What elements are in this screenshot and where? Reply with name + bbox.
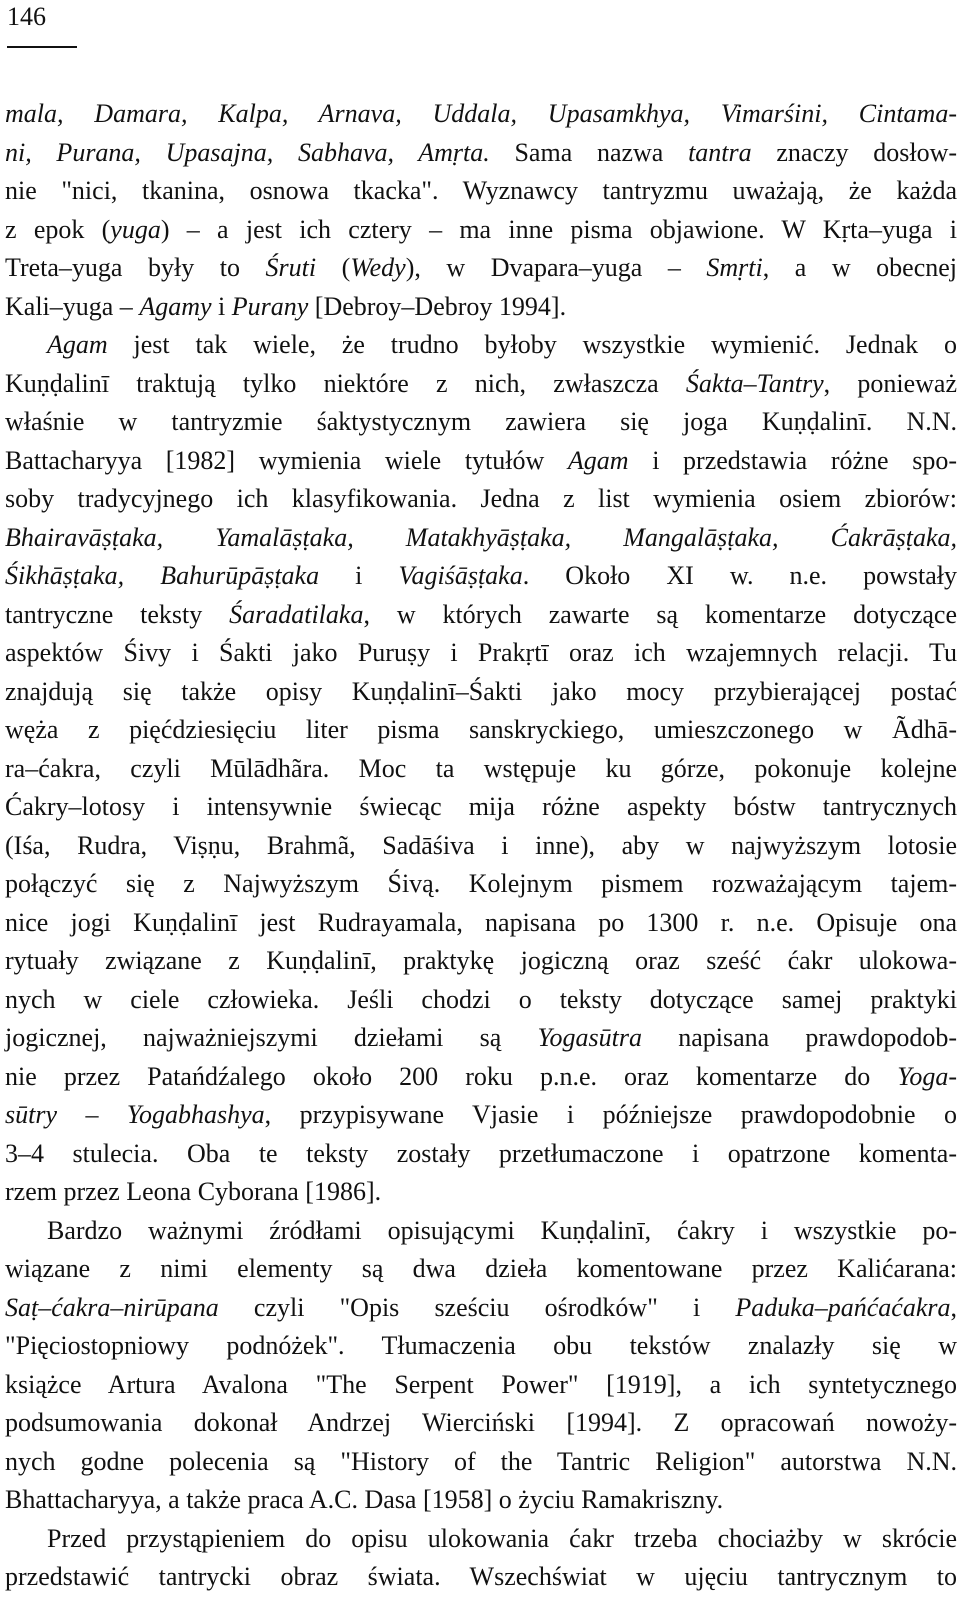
page-number: 146: [7, 2, 46, 31]
text-run: nie przez Patańdźalego około 200 roku p.n.e. oraz komentarze do: [5, 1061, 898, 1091]
text-line: [5, 288, 957, 327]
text-run: Przed przystąpieniem do opisu ulokowania ćakr trzeba chociażby w skrócie: [47, 1523, 957, 1553]
italic-text: Bhairavāṣṭaka, Yamalāṣṭaka, Matakhyāṣṭaka, Mangalāṣṭaka, Ćakrāṣṭaka,: [5, 522, 957, 552]
text-run: [Debroy–Debroy 1994].: [308, 291, 567, 321]
italic-text: Agam: [567, 445, 629, 475]
italic-text: ni, Purana, Upasajna, Sabhava, Amṛta.: [5, 137, 490, 167]
text-run: soby tradycyjnego ich klasyfikowania. Jedna z list wymienia osiem zbiorów:: [5, 484, 957, 513]
text-line: [5, 403, 957, 442]
text-line: [5, 1250, 957, 1289]
text-run: , a w obecnej: [762, 253, 957, 282]
text-line: [5, 95, 957, 134]
text-run: , ponieważ: [823, 368, 957, 398]
text-line: [5, 634, 957, 673]
text-run: jest tak wiele, że trudno byłoby wszystkie wymienić. Jednak o: [107, 330, 957, 359]
body-text: [5, 95, 957, 1597]
text-line: [5, 557, 957, 596]
text-run: nych w ciele człowieka. Jeśli chodzi o teksty dotyczące samej praktyki: [5, 984, 957, 1014]
italic-text: Yogasūtra: [537, 1023, 642, 1052]
text-line: [5, 942, 957, 981]
italic-text: Agamy: [139, 291, 212, 321]
text-run: rzem przez Leona Cyborana [1986].: [5, 1177, 382, 1206]
text-run: znaczy dosłow-: [751, 137, 957, 167]
text-line: [5, 1289, 957, 1328]
text-line: [5, 673, 957, 712]
text-line: [5, 480, 957, 519]
text-run: (: [316, 253, 351, 282]
text-line: [5, 442, 957, 481]
text-line: [5, 1173, 957, 1212]
text-run: i przedstawia różne spo-: [628, 445, 957, 475]
text-line: [5, 1404, 957, 1443]
text-line: [5, 1558, 957, 1597]
italic-text: Paduka–pańćaćakra: [735, 1292, 951, 1322]
text-line: [5, 1019, 957, 1058]
text-run: Kali–yuga –: [5, 291, 140, 321]
text-run: 3–4 stulecia. Oba te teksty zostały przetłumaczone i opatrzone komenta-: [5, 1138, 957, 1168]
text-run: przedstawić tantrycki obraz świata. Wszechświat w ujęciu tantrycznym to: [5, 1562, 957, 1591]
text-line: [5, 865, 957, 904]
text-line: [5, 326, 957, 365]
italic-text: Śruti: [265, 253, 317, 282]
text-run: ) – a jest ich cztery – ma inne pisma objawione. W Kṛta–yuga i: [160, 214, 957, 244]
text-run: Treta–yuga były to: [5, 253, 266, 282]
header-rule: [7, 46, 77, 48]
text-run: ra–ćakra, czyli Mūlādhãra. Moc ta wstępuje ku górze, pokonuje kolejne: [5, 753, 957, 783]
text-line: [5, 1443, 957, 1482]
text-line: [5, 1135, 957, 1174]
text-line: [5, 827, 957, 866]
text-run: Battacharyya [1982] wymienia wiele tytułów: [5, 445, 568, 475]
text-run: Bardzo ważnymi źródłami opisującymi Kuṇḍalinī, ćakry i wszystkie po-: [47, 1215, 957, 1245]
italic-text: Agam: [47, 330, 108, 359]
text-run: tantryczne teksty: [5, 599, 230, 629]
text-line: [5, 904, 957, 943]
text-line: [5, 596, 957, 635]
italic-text: Smṛti: [706, 253, 763, 282]
text-run: , w których zawarte są komentarze dotyczące: [363, 599, 957, 629]
text-line: [5, 134, 957, 173]
text-line: [5, 211, 957, 250]
text-line: [5, 750, 957, 789]
text-line: [5, 1327, 957, 1366]
italic-text: Śikhāṣṭaka, Bahurūpāṣṭaka: [5, 561, 320, 590]
text-run: węża z pięćdziesięciu liter pisma sanskryckiego, umieszczonego w Ãdhā-: [5, 715, 957, 744]
text-run: nie "nici, tkanina, osnowa tkacka". Wyznawcy tantryzmu uważają, że każda: [5, 176, 957, 205]
text-run: podsumowania dokonał Andrzej Wierciński [1994]. Z opracowań nowoży-: [5, 1408, 957, 1437]
text-run: Kuṇḍalinī traktują tylko niektóre z nich, zwłaszcza: [5, 368, 686, 398]
text-line: [5, 981, 957, 1020]
text-run: wiązane z nimi elementy są dwa dzieła komentowane przez Kalićarana:: [5, 1254, 957, 1283]
text-run: i: [211, 291, 232, 321]
text-line: [5, 365, 957, 404]
text-run: . Około XI w. n.e. powstały: [522, 561, 958, 590]
text-run: Sama nazwa: [489, 137, 689, 167]
text-line: [5, 519, 957, 558]
text-run: z epok (: [5, 214, 111, 244]
italic-text: Vagiśāṣṭaka: [398, 561, 523, 590]
italic-text: tantra: [688, 137, 752, 167]
italic-text: yuga: [110, 214, 161, 244]
italic-text: Saṭ–ćakra–nirūpana: [5, 1292, 219, 1322]
text-line: [5, 1481, 957, 1520]
text-run: ,: [950, 1292, 957, 1322]
text-run: rytuały związane z Kuṇḍalinī, praktykę jogiczną oraz sześć ćakr ulokowa-: [5, 946, 957, 975]
text-run: aspektów Śivy i Śakti jako Puruṣy i Prakṛtī oraz ich wzajemnych relacji. Tu: [5, 638, 957, 667]
text-run: czyli "Opis sześciu ośrodków" i: [218, 1292, 736, 1322]
text-run: , przypisywane Vjasie i późniejsze prawdopodobnie o: [264, 1100, 957, 1129]
text-run: nych godne polecenia są "History of the Tantric Religion" autorstwa N.N.: [5, 1446, 957, 1476]
text-line: [5, 1212, 957, 1251]
text-line: [5, 788, 957, 827]
text-run: jogicznej, najważniejszymi dziełami są: [5, 1023, 538, 1052]
italic-text: Purany: [231, 291, 309, 321]
italic-text: mala, Damara, Kalpa, Arnava, Uddala, Upasamkhya, Vimarśini, Cintama-: [5, 99, 957, 128]
text-run: i: [319, 561, 399, 590]
text-run: "Pięciostopniowy podnóżek". Tłumaczenia obu tekstów znalazły się w: [5, 1331, 957, 1360]
text-run: napisana prawdopodob-: [642, 1023, 957, 1052]
text-run: Bhattacharyya, a także praca A.C. Dasa [1958] o życiu Ramakriszny.: [5, 1485, 724, 1514]
italic-text: Śaradatilaka: [229, 599, 364, 629]
text-run: połączyć się z Najwyższym Śivą. Kolejnym pismem rozważającym tajem-: [5, 869, 957, 898]
text-run: ), w Dvapara–yuga –: [405, 253, 707, 282]
italic-text: sūtry – Yogabhashya: [5, 1100, 265, 1129]
text-run: Ćakry–lotosy i intensywnie świecąc mija różne aspekty bóstw tantrycznych: [5, 792, 957, 821]
italic-text: Yoga-: [897, 1061, 957, 1091]
text-line: [5, 711, 957, 750]
text-line: [5, 1096, 957, 1135]
text-run: książce Artura Avalona "The Serpent Power" [1919], a ich syntetycznego: [5, 1369, 957, 1399]
text-run: nice jogi Kuṇḍalinī jest Rudrayamala, napisana po 1300 r. n.e. Opisuje ona: [5, 907, 957, 937]
italic-text: Wedy: [350, 253, 406, 282]
text-line: [5, 249, 957, 288]
text-run: znajdują się także opisy Kuṇḍalinī–Śakti jako mocy przybierającej postać: [5, 676, 957, 706]
text-line: [5, 1058, 957, 1097]
text-line: [5, 172, 957, 211]
italic-text: Śakta–Tantry: [685, 368, 824, 398]
text-line: [5, 1520, 957, 1559]
text-run: (Iśa, Rudra, Viṣṇu, Brahmã, Sadāśiva i inne), aby w najwyższym lotosie: [5, 830, 957, 860]
text-run: właśnie w tantryzmie śaktystycznym zawiera się joga Kuṇḍalinī. N.N.: [5, 407, 957, 436]
text-line: [5, 1366, 957, 1405]
